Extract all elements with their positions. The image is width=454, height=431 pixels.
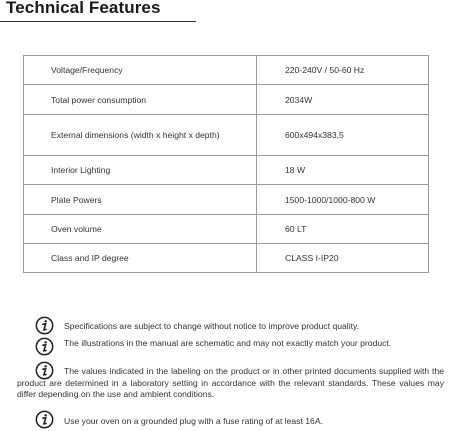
spec-label: External dimensions (width x height x depth) [24, 115, 257, 156]
spec-value: CLASS I-IP20 [257, 244, 429, 273]
spec-value: 1500-1000/1000-800 W [257, 185, 429, 215]
spec-label: Oven volume [24, 215, 257, 244]
spec-label: Voltage/Frequency [24, 56, 257, 85]
info-icon [35, 410, 54, 429]
title-underline [0, 21, 196, 22]
info-icon [35, 337, 54, 356]
info-icon [35, 316, 54, 335]
page-title: Technical Features [6, 0, 161, 17]
table-row [24, 56, 429, 85]
table-row [24, 185, 429, 215]
note-text: Use your oven on a grounded plug with a fuse rating of at least 16A. [64, 416, 323, 426]
technical-specs-table [23, 55, 429, 273]
note-text: The values indicated in the labeling on the product or in other printed documents supplied with the product are determined in a laboratory setting in accordance with the relevant standards. These values may differ depending on the use and ambient conditions. [17, 366, 444, 399]
spec-label: Plate Powers [24, 185, 257, 215]
spec-label: Class and IP degree [24, 244, 257, 273]
table-row [24, 85, 429, 115]
table-row [24, 215, 429, 244]
spec-label: Interior Lighting [24, 156, 257, 185]
table-row [24, 244, 429, 273]
table-row [24, 115, 429, 156]
table-row [24, 156, 429, 185]
spec-value: 18 W [257, 156, 429, 185]
note-text: Specifications are subject to change without notice to improve product quality. [64, 321, 360, 331]
spec-value: 60 LT [257, 215, 429, 244]
spec-label: Total power consumption [24, 85, 257, 115]
spec-value: 220-240V / 50-60 Hz [257, 56, 429, 85]
spec-value: 2034W [257, 85, 429, 115]
note-text: The illustrations in the manual are schematic and may not exactly match your product. [64, 338, 392, 348]
spec-value: 600x494x383,5 [257, 115, 429, 156]
